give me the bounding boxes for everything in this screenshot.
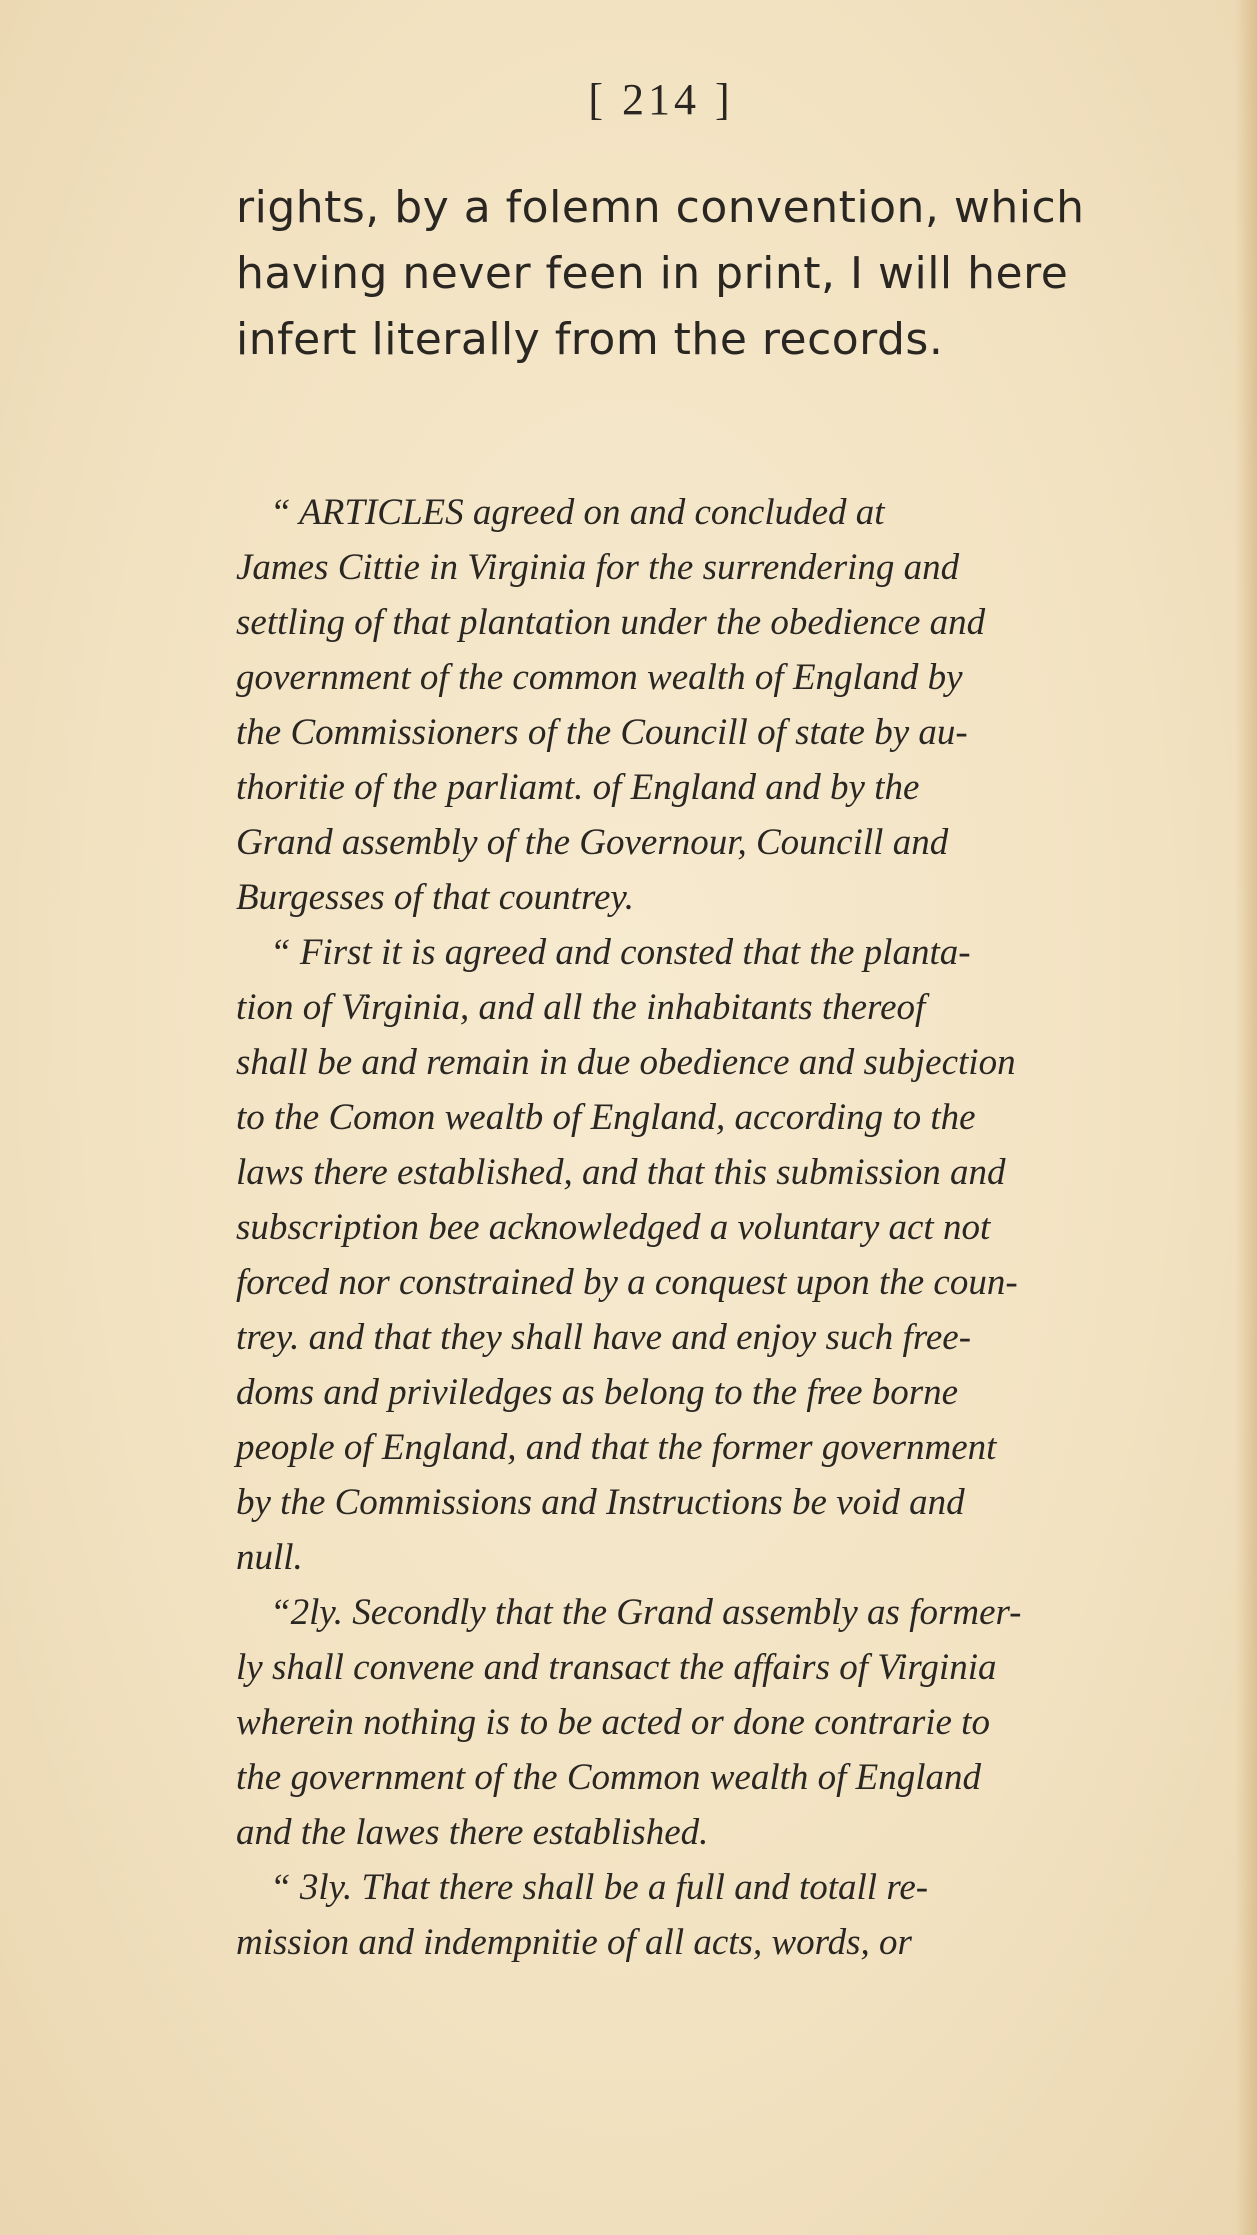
text-line: tion of Virginia, and all the inhabitants thereof (236, 987, 926, 1028)
text-line: people of England, and that the former government (236, 1427, 997, 1468)
text-line: to the Comon wealtb of England, according to the (236, 1097, 976, 1138)
text-line: settling of that plantation under the obedience and (236, 602, 986, 643)
text-line: by the Commissions and Instructions be void and (236, 1482, 965, 1523)
articles-text (236, 485, 1022, 1970)
page-number: [ 214 ] (588, 75, 734, 124)
text-line: null. (236, 1537, 303, 1578)
text-line: trey. and that they shall have and enjoy such free- (236, 1317, 972, 1358)
text-line: government of the common wealth of England by (236, 657, 963, 698)
text-line: and the lawes there established. (236, 1812, 709, 1853)
text-line: rights, by a folemn convention, which (236, 182, 1085, 233)
text-line: subscription bee acknowledged a voluntary act not (236, 1207, 991, 1248)
text-line: wherein nothing is to be acted or done contrarie to (236, 1702, 990, 1743)
text-line: the government of the Common wealth of England (236, 1757, 982, 1798)
text-line: having never feen in print, I will here (236, 248, 1069, 299)
text-line: “ ARTICLES agreed on and concluded at (270, 492, 885, 533)
text-line: Grand assembly of the Governour, Councill and (236, 822, 949, 863)
text-line: “2ly. Secondly that the Grand assembly as former- (270, 1592, 1022, 1633)
text-line: James Cittie in Virginia for the surrendering and (236, 547, 960, 588)
page-edge-shadow (1235, 0, 1257, 2235)
text-line: “ 3ly. That there shall be a full and totall re- (270, 1867, 929, 1908)
text-line: thoritie of the parliamt. of England and by the (236, 767, 920, 808)
text-line: laws there established, and that this submission and (236, 1152, 1006, 1193)
text-line: ly shall convene and transact the affairs of Virginia (236, 1647, 997, 1688)
text-line: forced nor constrained by a conquest upon the coun- (236, 1262, 1018, 1303)
text-line: shall be and remain in due obedience and subjection (236, 1042, 1016, 1083)
text-line: the Commissioners of the Councill of state by au- (236, 712, 968, 753)
text-line: “ First it is agreed and consted that the planta- (270, 932, 971, 973)
text-line: infert literally from the records. (236, 314, 944, 365)
text-line: doms and priviledges as belong to the free borne (236, 1372, 959, 1413)
text-line: mission and indempnitie of all acts, words, or (236, 1922, 912, 1963)
text-line: Burgesses of that countrey. (236, 877, 635, 918)
intro-paragraph (236, 175, 1085, 373)
